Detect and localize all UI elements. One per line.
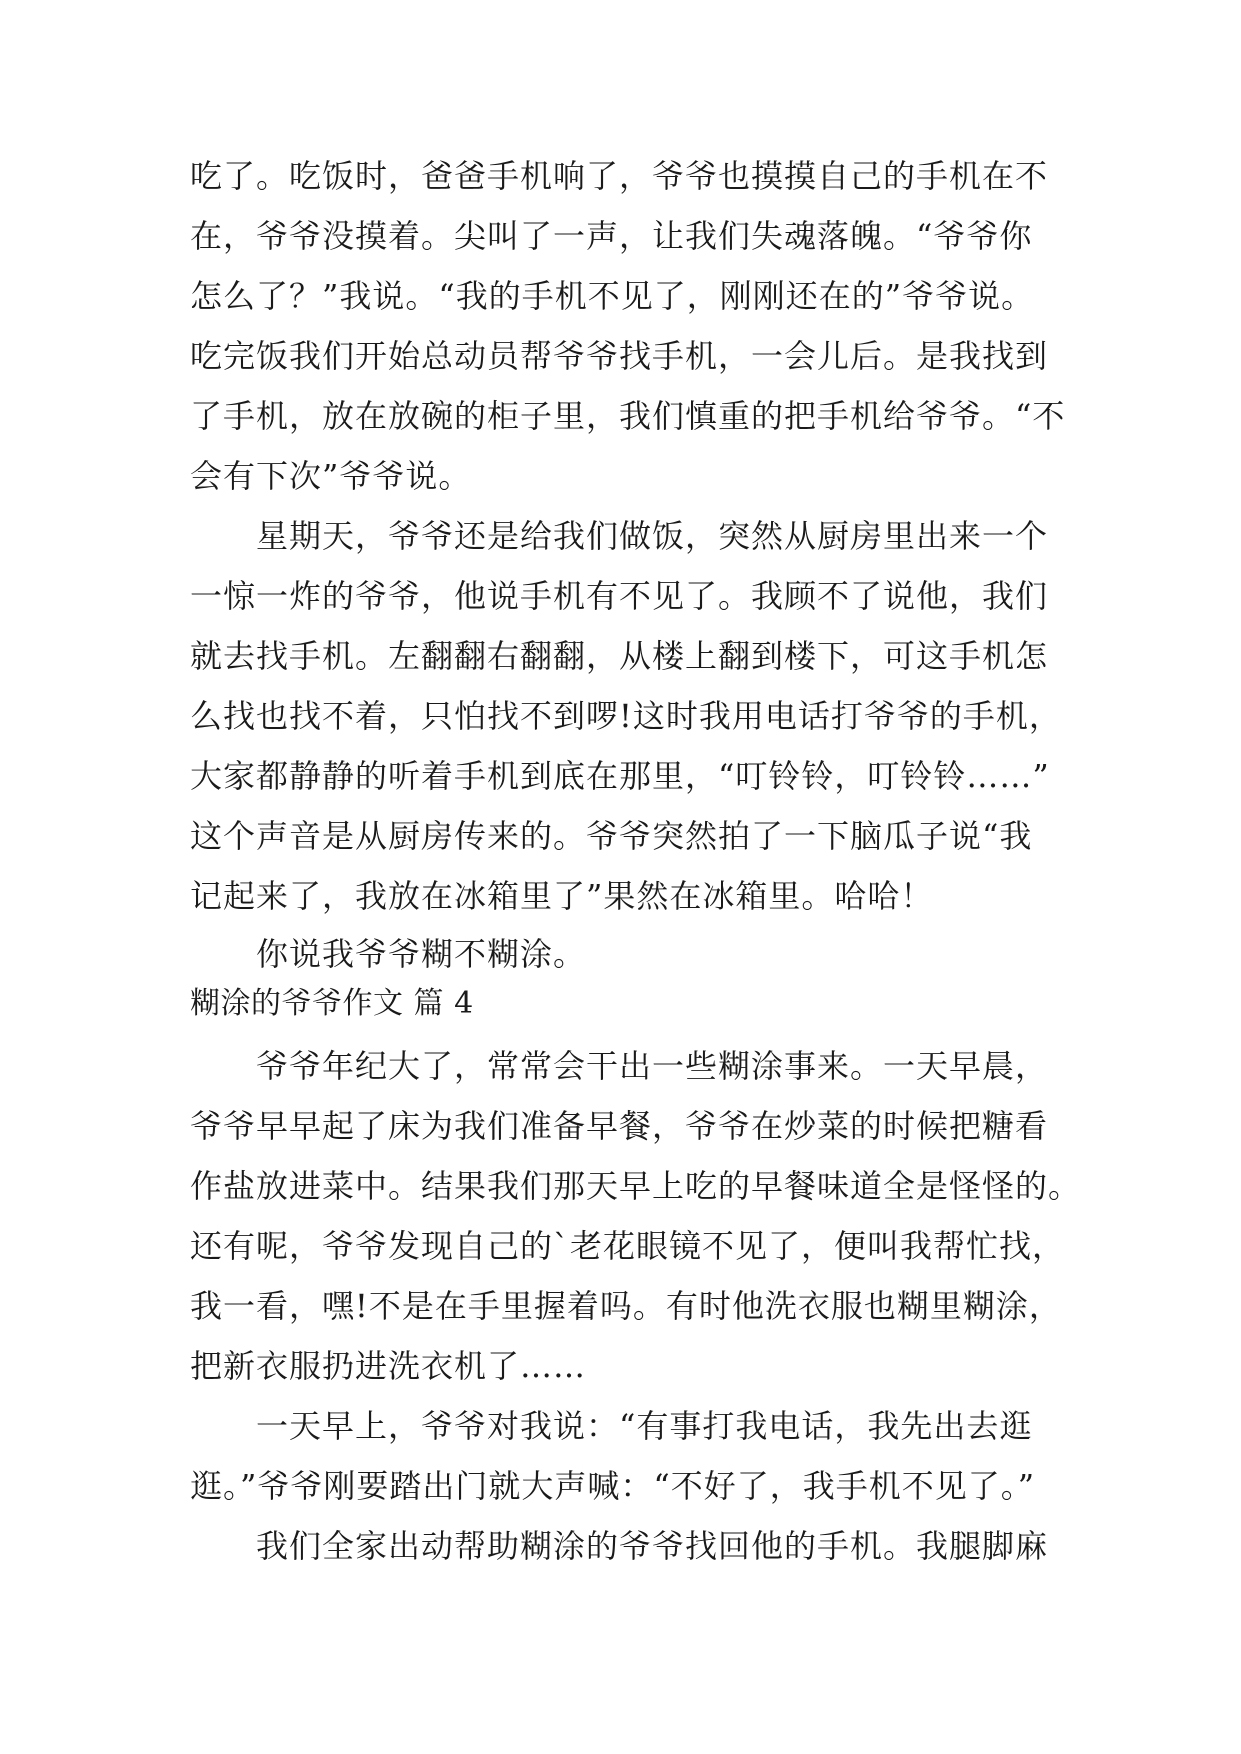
text-line: 我一看，嘿!不是在手里握着吗。有时他洗衣服也糊里糊涂， xyxy=(190,1287,1062,1325)
text-line: 一惊一炸的爷爷，他说手机有不见了。我顾不了说他，我们 xyxy=(190,577,1049,615)
text-line: 怎么了？”我说。“我的手机不见了，刚刚还在的”爷爷说。 xyxy=(190,277,1035,315)
text-line: 爷爷早早起了床为我们准备早餐，爷爷在炒菜的时候把糖看 xyxy=(190,1107,1049,1145)
text-line: 在，爷爷没摸着。尖叫了一声，让我们失魂落魄。“爷爷你 xyxy=(190,217,1033,255)
text-line: 吃了。吃饭时，爸爸手机响了，爷爷也摸摸自己的手机在不 xyxy=(190,157,1049,195)
paragraph-first-line: 星期天，爷爷还是给我们做饭，突然从厨房里出来一个 xyxy=(256,517,1049,555)
text-line: 就去找手机。左翻翻右翻翻，从楼上翻到楼下，可这手机怎 xyxy=(190,637,1049,675)
text-line: 逛。”爷爷刚要踏出门就大声喊：“不好了，我手机不见了。” xyxy=(190,1467,1036,1505)
text-line: 把新衣服扔进洗衣机了…… xyxy=(190,1347,587,1385)
paragraph-first-line: 我们全家出动帮助糊涂的爷爷找回他的手机。我腿脚麻 xyxy=(256,1527,1049,1565)
text-line: 作盐放进菜中。结果我们那天早上吃的早餐味道全是怪怪的。 xyxy=(190,1167,1082,1205)
paragraph-first-line: 一天早上，爷爷对我说：“有事打我电话，我先出去逛 xyxy=(256,1407,1033,1445)
text-line: 还有呢，爷爷发现自己的`老花眼镜不见了，便叫我帮忙找， xyxy=(190,1227,1066,1265)
paragraph-first-line: 你说我爷爷糊不糊涂。 xyxy=(256,935,587,973)
text-line: 记起来了，我放在冰箱里了”果然在冰箱里。哈哈！ xyxy=(190,877,934,915)
text-line: 这个声音是从厨房传来的。爷爷突然拍了一下脑瓜子说“我 xyxy=(190,817,1033,855)
text-line: 大家都静静的听着手机到底在那里，“叮铃铃，叮铃铃……” xyxy=(190,757,1050,795)
text-line: 了手机，放在放碗的柜子里，我们慎重的把手机给爷爷。“不 xyxy=(190,397,1066,435)
paragraph-first-line: 爷爷年纪大了，常常会干出一些糊涂事来。一天早晨， xyxy=(256,1047,1049,1085)
text-line: 吃完饭我们开始总动员帮爷爷找手机，一会儿后。是我找到 xyxy=(190,337,1049,375)
section-heading: 糊涂的爷爷作文 篇 4 xyxy=(190,986,474,1021)
text-line: 么找也找不着，只怕找不到啰!这时我用电话打爷爷的手机， xyxy=(190,697,1062,735)
text-line: 会有下次”爷爷说。 xyxy=(190,457,472,495)
